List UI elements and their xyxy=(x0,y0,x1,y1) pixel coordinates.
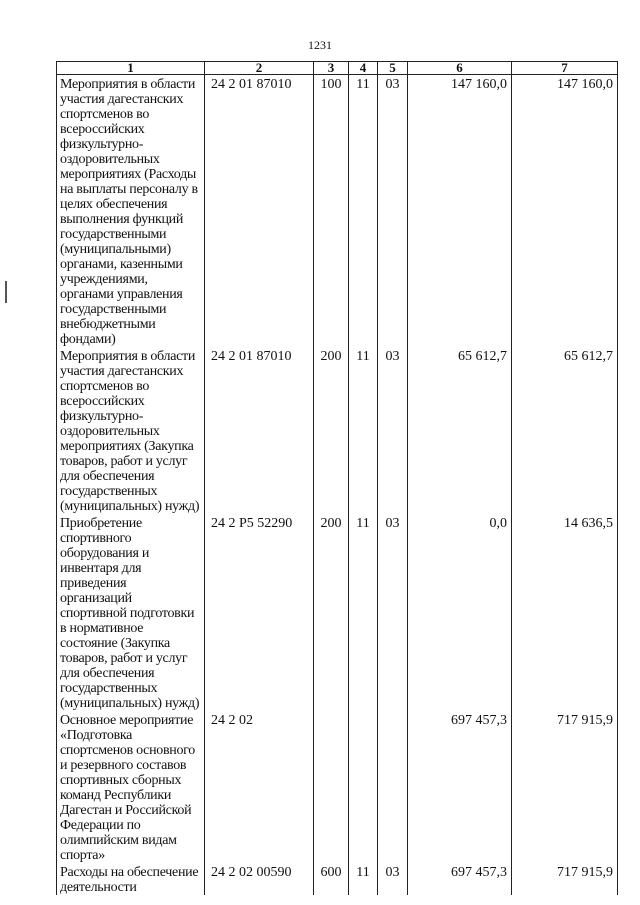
row-name: Мероприятия в области участия дагестанских спортсменов во всероссийских физкультурно-оздоровительных мероприятиях (Закупка товаров, работ и услуг для обеспечения государственных (муниципальных) нужд) xyxy=(57,347,205,514)
row-value-7: 717 915,9 xyxy=(512,863,618,895)
row-name: Приобретение спортивного оборудования и инвентаря для приведения организаций спортивной подготовки в нормативное состояние (Закупка товаров, работ и услуг для обеспечения государственных (муниципальных) нужд) xyxy=(57,514,205,711)
row-col4: 11 xyxy=(349,514,378,711)
row-name: Основное мероприятие «Подготовка спортсменов основного и резервного составов спортивных сборных команд Республики Дагестан и Российской Федерации по олимпийским видам спорта» xyxy=(57,711,205,863)
row-col4 xyxy=(349,711,378,863)
row-value-6: 147 160,0 xyxy=(408,75,512,348)
row-value-7: 65 612,7 xyxy=(512,347,618,514)
margin-mark xyxy=(5,281,7,303)
budget-table xyxy=(56,61,618,895)
row-col4: 11 xyxy=(349,863,378,895)
row-col4: 11 xyxy=(349,75,378,348)
row-code: 24 2 01 87010 xyxy=(205,347,314,514)
table-row xyxy=(57,514,618,711)
table-row xyxy=(57,347,618,514)
row-col5: 03 xyxy=(378,347,408,514)
row-value-7: 14 636,5 xyxy=(512,514,618,711)
row-value-6: 0,0 xyxy=(408,514,512,711)
col-header-4: 4 xyxy=(349,62,378,75)
header-row xyxy=(57,62,618,75)
row-col5 xyxy=(378,711,408,863)
table-row xyxy=(57,863,618,895)
row-code: 24 2 02 00590 xyxy=(205,863,314,895)
row-name: Мероприятия в области участия дагестанских спортсменов во всероссийских физкультурно-оздоровительных мероприятиях (Расходы на выплаты персоналу в целях обеспечения выполнения функций государственными (муниципальными) органами, казенными учреждениями, органами управления государственными внебюджетными фондами) xyxy=(57,75,205,348)
row-col4: 11 xyxy=(349,347,378,514)
col-header-1: 1 xyxy=(57,62,205,75)
row-col5: 03 xyxy=(378,863,408,895)
page-number: 1231 xyxy=(308,38,332,52)
col-header-3: 3 xyxy=(314,62,349,75)
row-col3: 100 xyxy=(314,75,349,348)
row-col3: 200 xyxy=(314,514,349,711)
row-name: Расходы на обеспечение деятельности xyxy=(57,863,205,895)
row-col3: 200 xyxy=(314,347,349,514)
col-header-2: 2 xyxy=(205,62,314,75)
table-row xyxy=(57,75,618,348)
col-header-6: 6 xyxy=(408,62,512,75)
row-value-6: 697 457,3 xyxy=(408,863,512,895)
row-col5: 03 xyxy=(378,514,408,711)
row-code: 24 2 P5 52290 xyxy=(205,514,314,711)
row-code: 24 2 01 87010 xyxy=(205,75,314,348)
table-row xyxy=(57,711,618,863)
row-col3 xyxy=(314,711,349,863)
col-header-5: 5 xyxy=(378,62,408,75)
row-value-7: 147 160,0 xyxy=(512,75,618,348)
row-col5: 03 xyxy=(378,75,408,348)
row-value-6: 697 457,3 xyxy=(408,711,512,863)
col-header-7: 7 xyxy=(512,62,618,75)
row-value-7: 717 915,9 xyxy=(512,711,618,863)
row-code: 24 2 02 xyxy=(205,711,314,863)
row-col3: 600 xyxy=(314,863,349,895)
row-value-6: 65 612,7 xyxy=(408,347,512,514)
